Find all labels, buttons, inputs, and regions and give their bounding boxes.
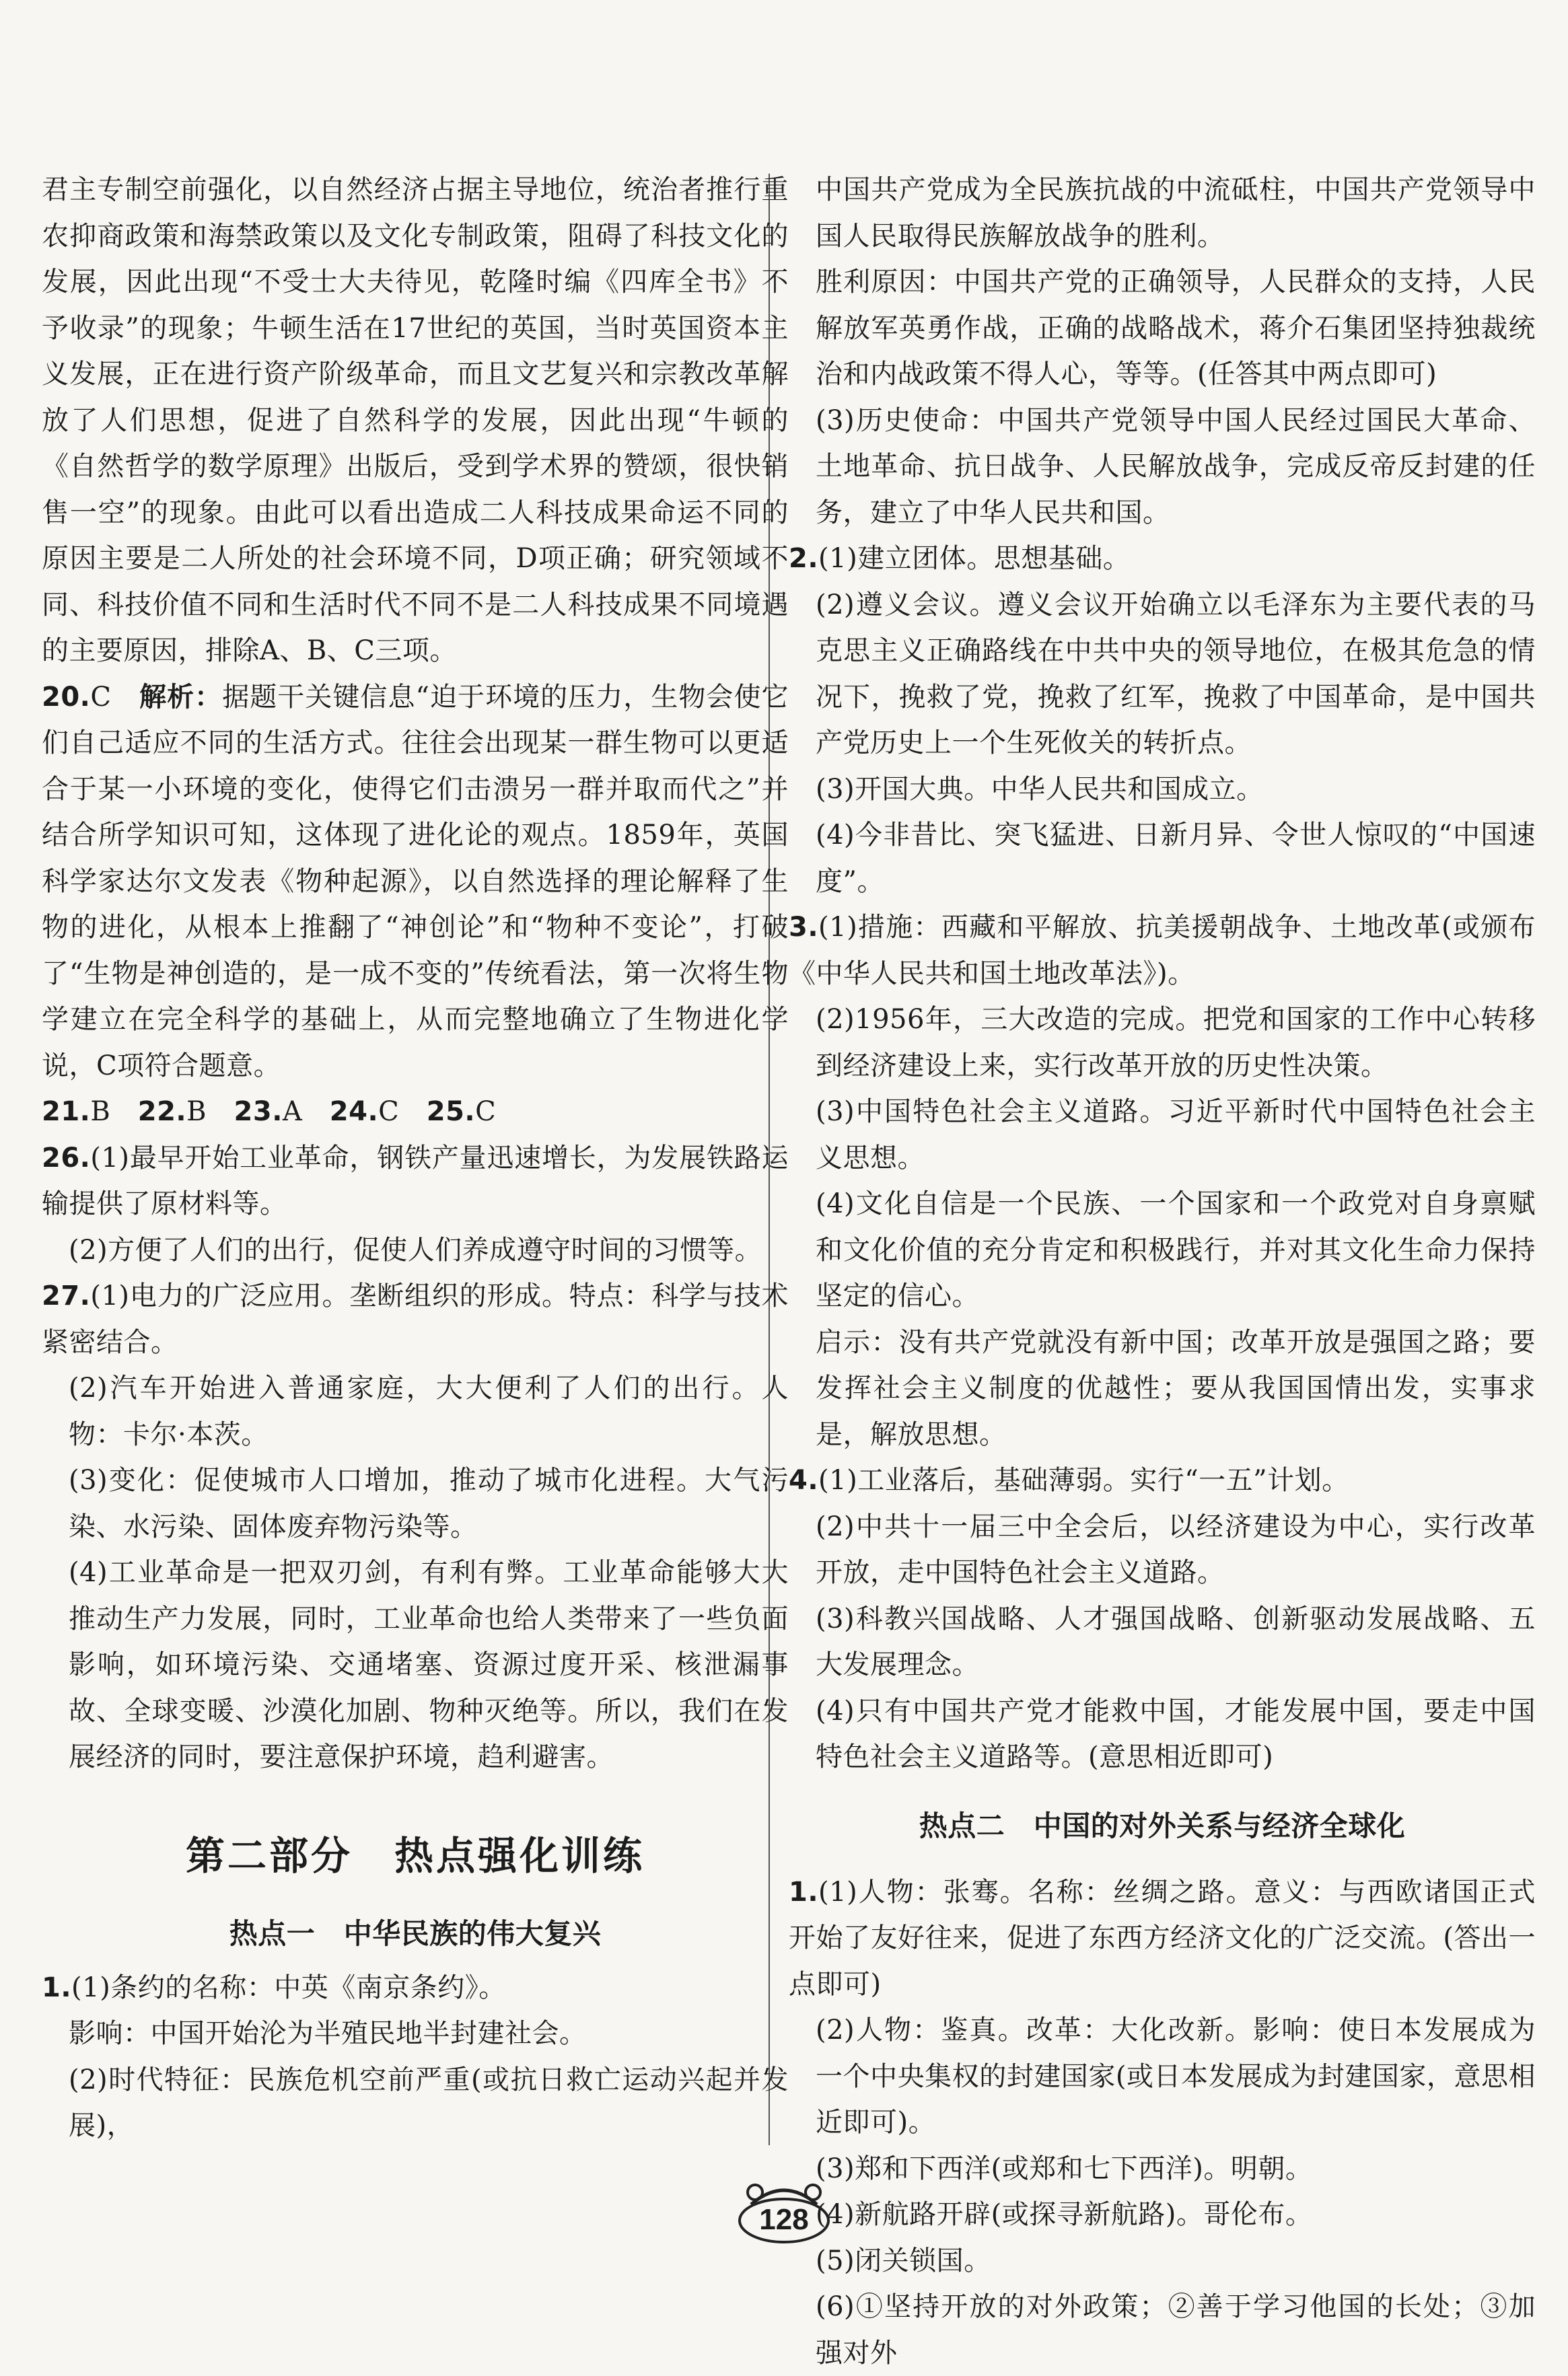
h1-q1-victory-reasons: 胜利原因：中国共产党的正确领导，人民群众的支持，人民解放军英勇作战，正确的战略战术，蒋介石集团坚持独裁统治和内战政策不得人心，等等。(任答其中两点即可): [816, 266, 1536, 390]
h1-q1-part2: (2)时代特征：民族危机空前严重(或抗日救亡运动兴起并发展)，: [69, 2064, 789, 2141]
left-column: [42, 167, 789, 2149]
h1-q2-part2: (2)遵义会议。遵义会议开始确立以毛泽东为主要代表的马克思主义正确路线在中共中央的领导地位，在极其危急的情况下，挽救了党，挽救了红军，挽救了中国革命，是中国共产党历史上一个生死攸关的转折点。: [816, 589, 1536, 758]
q23-number: 23.: [234, 1096, 283, 1127]
hotspot-one-title: 热点一 中华民族的伟大复兴: [229, 1916, 602, 1950]
h1-q1-effect: 影响：中国开始沦为半殖民地半封建社会。: [69, 2018, 587, 2049]
q23-choice: A: [282, 1096, 303, 1127]
q20-choice: C: [90, 681, 112, 713]
h2-q1-line: (1)人物：张骞。名称：丝绸之路。意义：与西欧诸国正式开始了友好往来，促进了东西方经济文化的广泛交流。(答出一点即可): [789, 1876, 1536, 2000]
q20-analysis-label: 解析：: [139, 680, 223, 713]
q24-choice: C: [378, 1096, 400, 1127]
h1-q4-part4: (4)只有中国共产党才能救中国，才能发展中国，要走中国特色社会主义道路等。(意思相近即可): [816, 1695, 1536, 1772]
h1-q3-part3: (3)中国特色社会主义道路。习近平新时代中国特色社会主义思想。: [816, 1096, 1536, 1174]
h1-q1-continued: 中国共产党成为全民族抗战的中流砥柱，中国共产党领导中国人民取得民族解放战争的胜利。: [816, 174, 1536, 252]
q22-number: 22.: [137, 1096, 187, 1127]
h1-q4-part3: (3)科教兴国战略、人才强国战略、创新驱动发展战略、五大发展理念。: [816, 1603, 1536, 1680]
q21-25-answers: [42, 1089, 789, 1135]
right-column: [789, 167, 1536, 2376]
q27-part3: (3)变化：促使城市人口增加，推动了城市化进程。大气污染、水污染、固体废弃物污染等。: [69, 1465, 789, 1542]
q25-choice: C: [475, 1096, 497, 1127]
q20-answer: [42, 674, 789, 1089]
part-two-title: 第二部分 热点强化训练: [185, 1832, 645, 1879]
q19-analysis-continued: 君主专制空前强化，以自然经济占据主导地位，统治者推行重农抑商政策和海禁政策以及文化专制政策，阻碍了科技文化的发展，因此出现“不受士大夫待见，乾隆时编《四库全书》不予收录”的现象；牛顿生活在17世纪的英国，当时英国资本主义发展，正在进行资产阶级革命，而且文艺复兴和宗教改革解放了人们思想，促进了自然科学的发展，因此出现“牛顿的《自然哲学的数学原理》出版后，受到学术界的赞颂，很快销售一空”的现象。由此可以看出造成二人科技成果命运不同的原因主要是二人所处的社会环境不同，D项正确；研究领域不同、科技价值不同和生活时代不同不是二人科技成果不同境遇的主要原因，排除A、B、C三项。: [42, 174, 789, 666]
q21-choice: B: [90, 1096, 111, 1127]
h1-q3-part1: [789, 904, 1536, 997]
q24-number: 24.: [329, 1096, 379, 1127]
h1-q2-part4: (4)今非昔比、突飞猛进、日新月异、令世人惊叹的“中国速度”。: [816, 820, 1536, 897]
q22-choice: B: [186, 1096, 207, 1127]
hotspot-two-title: 热点二 中国的对外关系与经济全球化: [919, 1809, 1406, 1842]
h1-q3-line: (1)措施：西藏和平解放、抗美援朝战争、土地改革(或颁布《中华人民共和国土地改革法》)。: [789, 912, 1536, 989]
h1-q2-number: 2.: [789, 543, 819, 574]
q26-line: (1)最早开始工业革命，钢铁产量迅速增长，为发展铁路运输提供了原材料等。: [42, 1142, 789, 1219]
h2-q1-part3: (3)郑和下西洋(或郑和七下西洋)。明朝。: [816, 2153, 1313, 2184]
h1-q3-inspiration: 启示：没有共产党就没有新中国；改革开放是强国之路；要发挥社会主义制度的优越性；要从我国国情出发，实事求是，解放思想。: [816, 1326, 1536, 1450]
q25-number: 25.: [426, 1096, 476, 1127]
h1-q4-line: (1)工业落后，基础薄弱。实行“一五”计划。: [818, 1465, 1349, 1496]
h1-q4-part1: [789, 1457, 1536, 1504]
h1-q4-number: 4.: [789, 1465, 819, 1496]
h1-q2-part3: (3)开国大典。中华人民共和国成立。: [816, 773, 1264, 805]
q20-analysis-text: 据题干关键信息“迫于环境的压力，生物会使它们自己适应不同的生活方式。往往会出现某一群生物可以更适合于某一小环境的变化，使得它们击溃另一群并取而代之”并结合所学知识可知，这体现了进化论的观点。1859年，英国科学家达尔文发表《物种起源》，以自然选择的理论解释了生物的进化，从根本上推翻了“神创论”和“物种不变论”，打破了“生物是神创造的，是一成不变的”传统看法，第一次将生物学建立在完全科学的基础上，从而完整地确立了生物进化学说，C项符合题意。: [42, 681, 789, 1081]
page-number-badge: [728, 2177, 840, 2245]
q27-part1: [42, 1273, 789, 1365]
h1-q3-part2: (2)1956年，三大改造的完成。把党和国家的工作中心转移到经济建设上来，实行改革开放的历史性决策。: [816, 1004, 1536, 1081]
h1-q1-number: 1.: [42, 1972, 72, 2003]
h2-q1-part5: (5)闭关锁国。: [816, 2245, 991, 2276]
h1-q3-number: 3.: [789, 912, 819, 943]
h1-q4-part2: (2)中共十一届三中全会后，以经济建设为中心，实行改革开放，走中国特色社会主义道路。: [816, 1511, 1536, 1588]
q26-part1: [42, 1135, 789, 1227]
page-number: 128: [759, 2203, 809, 2236]
q21-number: 21.: [42, 1096, 91, 1127]
q26-part2: (2)方便了人们的出行，促使人们养成遵守时间的习惯等。: [69, 1234, 762, 1266]
h2-q1-part4: (4)新航路开辟(或探寻新航路)。哥伦布。: [816, 2199, 1313, 2230]
q27-part2: (2)汽车开始进入普通家庭，大大便利了人们的出行。人物：卡尔·本茨。: [69, 1373, 789, 1450]
h2-q1-part2: (2)人物：鉴真。改革：大化改新。影响：使日本发展成为一个中央集权的封建国家(或日本发展成为封建国家，意思相近即可)。: [816, 2015, 1536, 2138]
q20-number: 20.: [42, 681, 91, 713]
h2-q1-part1: [789, 1869, 1536, 2008]
h2-q1-part6: (6)①坚持开放的对外政策；②善于学习他国的长处；③加强对外: [816, 2291, 1536, 2369]
q27-line: (1)电力的广泛应用。垄断组织的形成。特点：科学与技术紧密结合。: [42, 1281, 789, 1358]
q27-part4: (4)工业革命是一把双刃剑，有利有弊。工业革命能够大大推动生产力发展，同时，工业革命也给人类带来了一些负面影响，如环境污染、交通堵塞、资源过度开采、核泄漏事故、全球变暖、沙漠化加剧、物种灭绝等。所以，我们在发展经济的同时，要注意保护环境，趋利避害。: [69, 1557, 789, 1772]
h2-q1-number: 1.: [789, 1876, 819, 1908]
q26-number: 26.: [42, 1142, 91, 1174]
h1-q1-part3: (3)历史使命：中国共产党领导中国人民经过国民大革命、土地革命、抗日战争、人民解放战争，完成反帝反封建的任务，建立了中华人民共和国。: [816, 404, 1536, 528]
h1-q1-line: (1)条约的名称：中英《南京条约》。: [71, 1972, 506, 2003]
h1-q2-part1: [789, 536, 1536, 582]
h1-q3-part4: (4)文化自信是一个民族、一个国家和一个政党对自身禀赋和文化价值的充分肯定和积极践行，并对其文化生命力保持坚定的信心。: [816, 1188, 1536, 1311]
q27-number: 27.: [42, 1281, 91, 1311]
h1-q1-part1: [42, 1965, 789, 2011]
h1-q2-line: (1)建立团体。思想基础。: [818, 543, 1131, 574]
